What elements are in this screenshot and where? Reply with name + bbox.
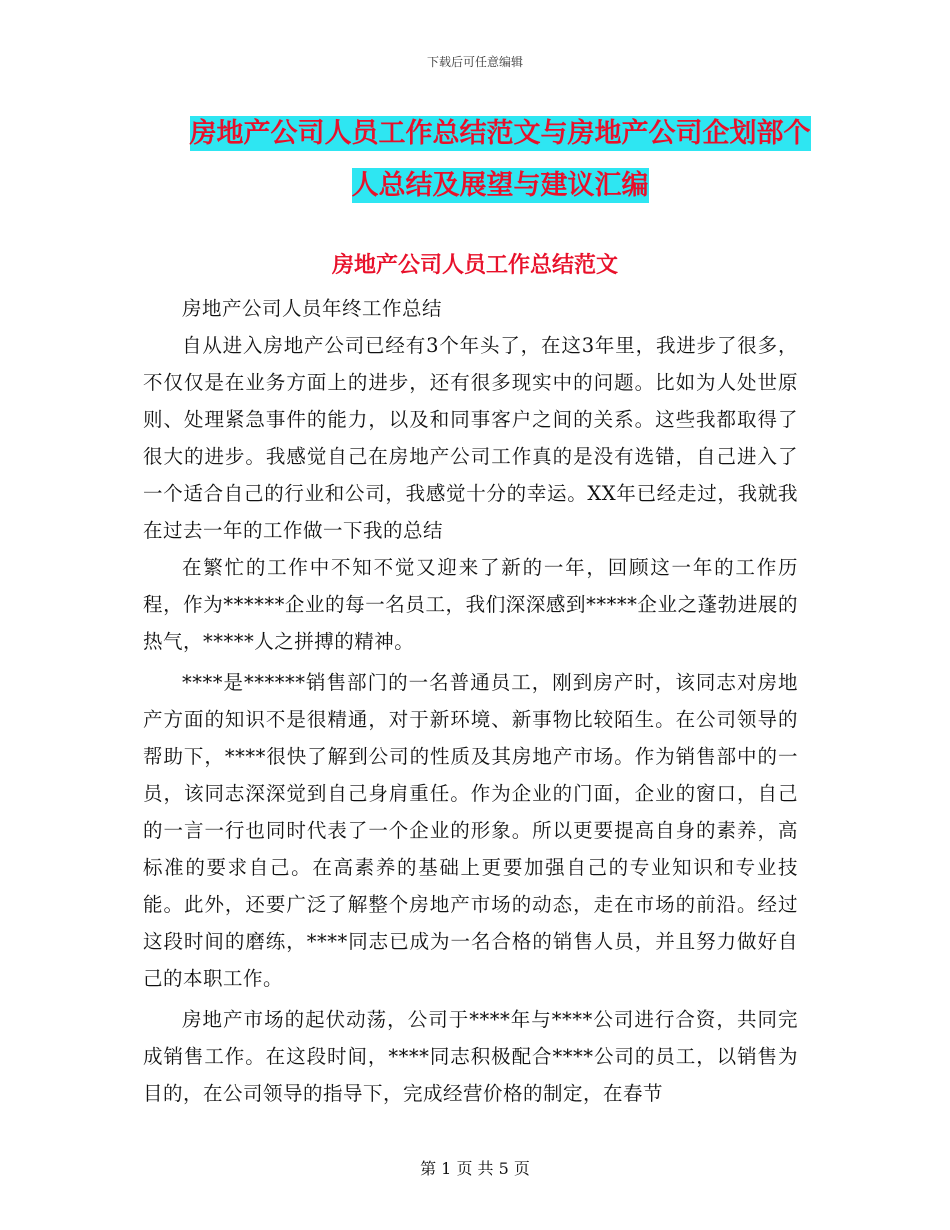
paragraph-subtitle: 房地产公司人员年终工作总结 [182,297,443,320]
paragraph: 在繁忙的工作中不知不觉又迎来了新的一年，回顾这一年的工作历程，作为******企业的每一名员工，我们深深感到*****企业之蓬勃进展的热气，*****人之拼搏的精神。 [143,556,798,653]
section-title: 房地产公司人员工作总结范文 [331,253,618,278]
body-text [143,290,798,1112]
paragraph: ****是******销售部门的一名普通员工，刚到房产时，该同志对房地产方面的知识不是很精通，对于新环境、新事物比较陌生。在公司领导的帮助下，****很快了解到公司的性质及其房地产市场。作为销售部中的一员，该同志深深觉到自己身肩重任。作为企业的门面，企业的窗口，自己的一言一行也同时代表了一个企业的形象。所以更要提高自身的素养，高标准的要求自己。在高素养的基础上更要加强自己的专业知识和专业技能。此外，还要广泛了解整个房地产市场的动态，走在市场的前沿。经过这段时间的磨练，****同志已成为一名合格的销售人员，并且努力做好自己的本职工作。 [143,671,798,990]
paragraph: 房地产市场的起伏动荡，公司于****年与****公司进行合资，共同完成销售工作。在这段时间，****同志积极配合****公司的员工，以销售为目的，在公司领导的指导下，完成经营价格的制定，在春节 [143,1008,798,1105]
document-title-line-2: 人总结及展望与建议汇编 [351,170,649,201]
header-note: 下载后可任意编辑 [426,55,523,69]
page-number-footer: 第 1 页 共 5 页 [420,1159,530,1178]
paragraph: 自从进入房地产公司已经有3个年头了，在这3年里，我进步了很多，不仅仅是在业务方面上的进步，还有很多现实中的问题。比如为人处世原则、处理紧急事件的能力，以及和同事客户之间的关系。这些我都取得了很大的进步。我感觉自己在房地产公司工作真的是没有选错，自己进入了一个适合自己的行业和公司，我感觉十分的幸运。XX年已经走过，我就我在过去一年的工作做一下我的总结 [143,334,798,542]
document-title [150,108,850,212]
document-title-line-1: 房地产公司人员工作总结范文与房地产公司企划部个 [189,118,811,149]
